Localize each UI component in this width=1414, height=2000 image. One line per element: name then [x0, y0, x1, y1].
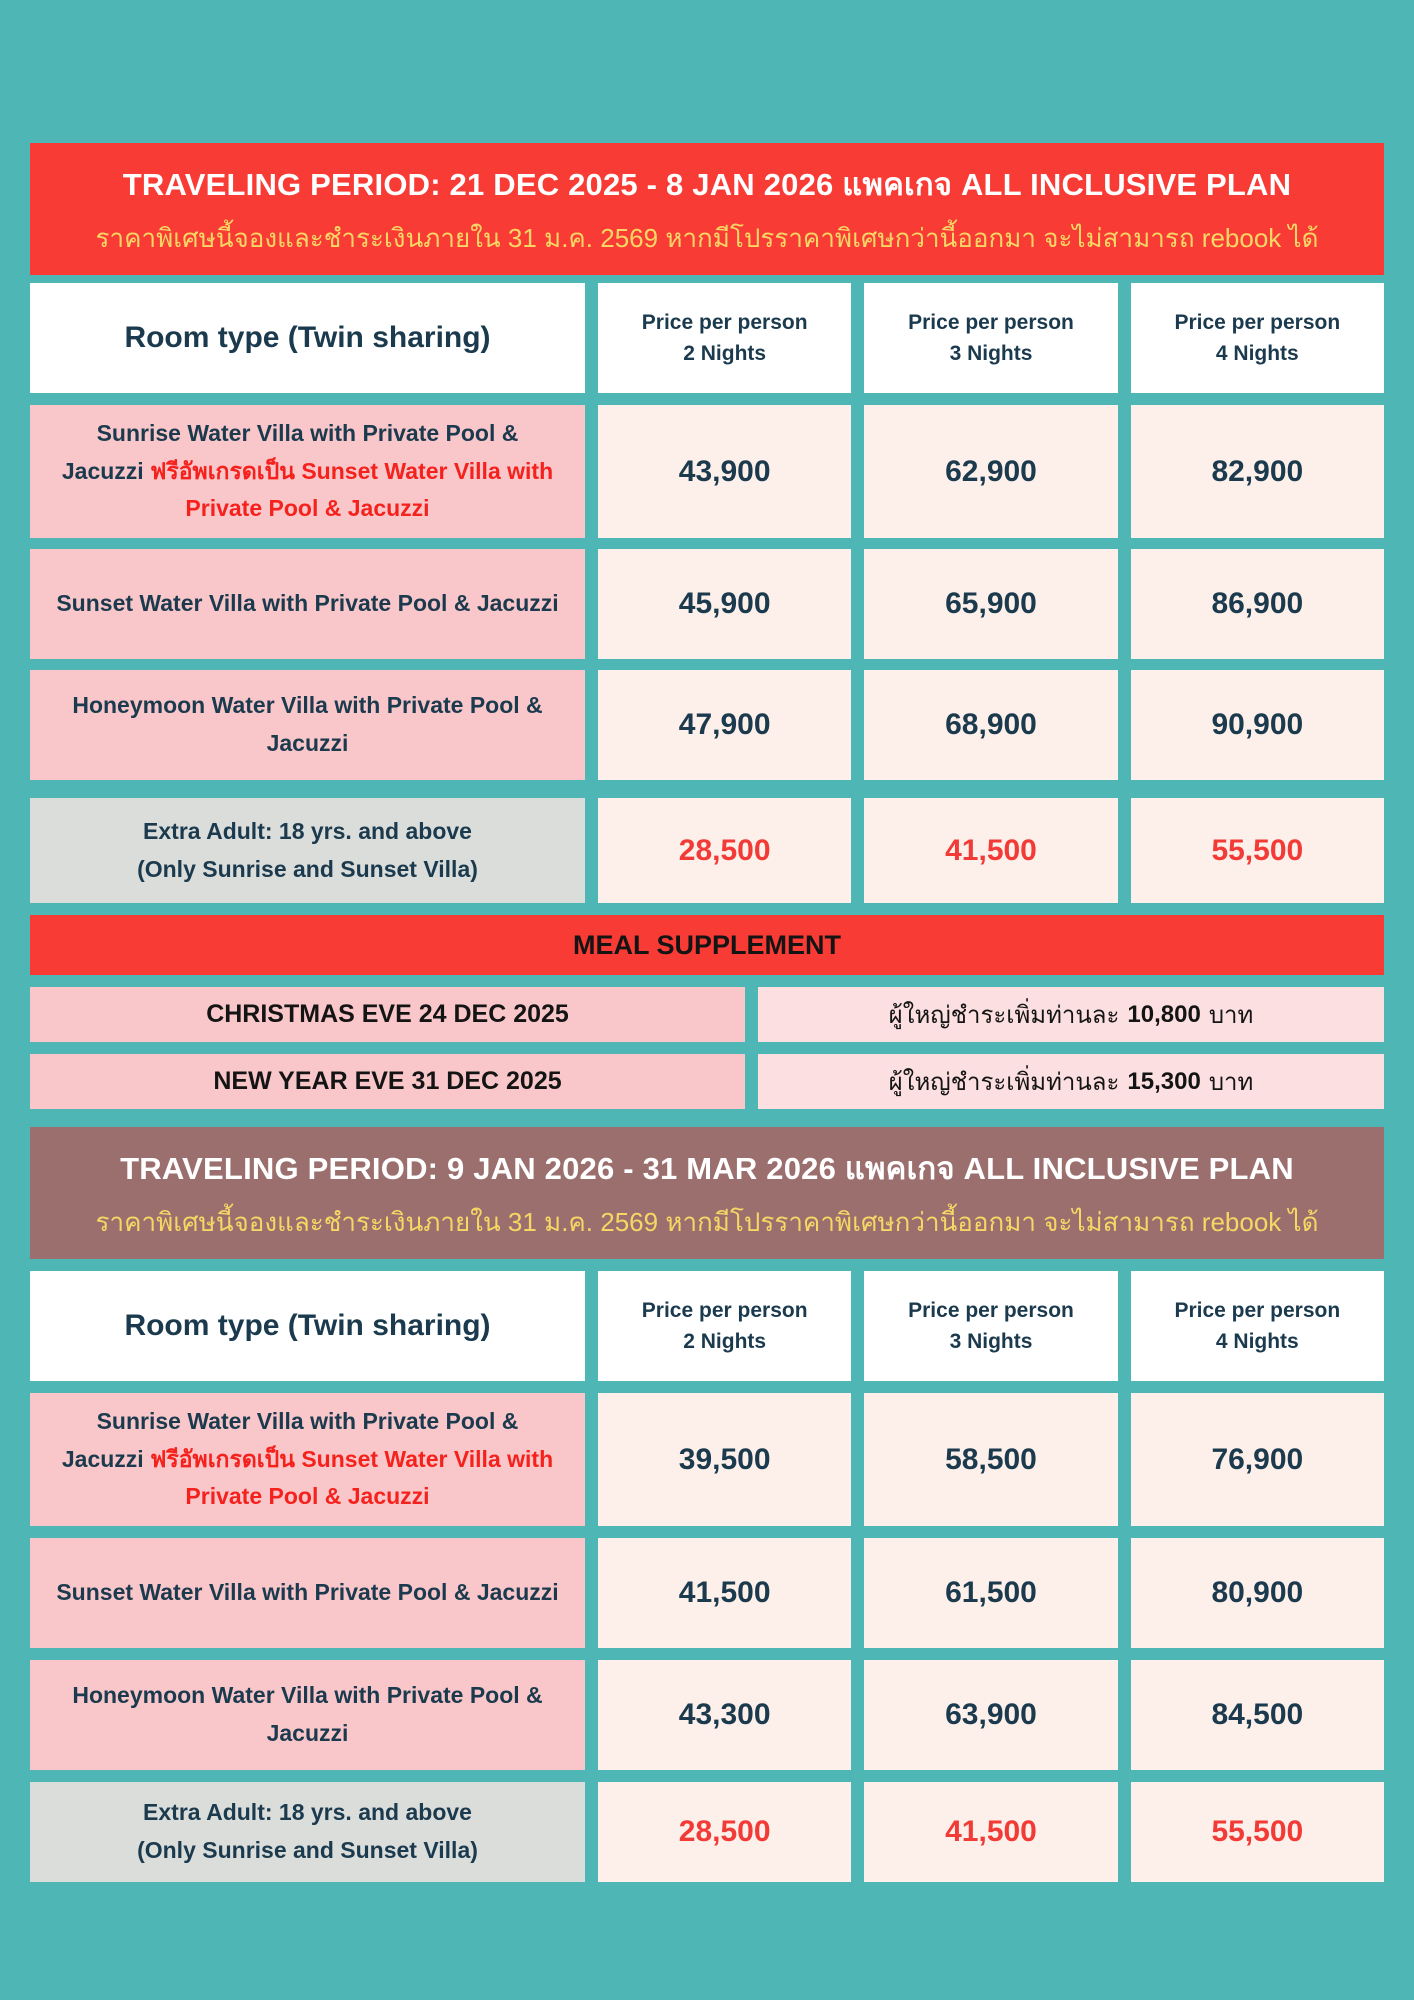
- price-cell: 55,500: [1131, 798, 1384, 903]
- price-cell: 41,500: [864, 1782, 1117, 1882]
- meal-price-suffix: บาท: [1208, 1002, 1254, 1029]
- period-1-title: TRAVELING PERIOD: 21 DEC 2025 - 8 JAN 2026 แพคเกจ ALL INCLUSIVE PLAN: [122, 167, 1292, 202]
- price-cell: 58,500: [864, 1393, 1117, 1526]
- price-per-person-label: Price per person: [908, 1298, 1074, 1322]
- price-cell: 28,500: [598, 798, 851, 903]
- price-table-period-2: [30, 1271, 1384, 1882]
- extra-adult-note: (Only Sunrise and Sunset Villa): [137, 855, 478, 882]
- price-cell: 61,500: [864, 1538, 1117, 1648]
- price-cell: 28,500: [598, 1782, 851, 1882]
- room-type-header: Room type (Twin sharing): [30, 283, 585, 393]
- price-cell: 41,500: [864, 798, 1117, 903]
- period-2-title: TRAVELING PERIOD: 9 JAN 2026 - 31 MAR 2026 แพคเกจ ALL INCLUSIVE PLAN: [120, 1151, 1294, 1186]
- nights-label: 2 Nights: [683, 1330, 767, 1353]
- price-cell: 80,900: [1131, 1538, 1384, 1648]
- nights-label: 3 Nights: [949, 342, 1033, 365]
- table-row-sunrise-villa: [30, 1393, 1384, 1526]
- nights-label: 4 Nights: [1215, 342, 1299, 365]
- price-cell: 43,900: [598, 405, 851, 538]
- room-label: Sunset Water Villa with Private Pool & Jacuzzi: [56, 590, 559, 617]
- table-row-sunrise-villa: [30, 405, 1384, 538]
- price-per-person-label: Price per person: [1174, 310, 1341, 334]
- period-2-banner: [30, 1127, 1384, 1259]
- table-row-sunset-villa: [30, 549, 1384, 659]
- price-cell: 45,900: [598, 549, 851, 659]
- meal-price-prefix: ผู้ใหญ่ชำระเพิ่มท่านละ: [888, 1069, 1120, 1096]
- price-table-period-1: [30, 283, 1384, 903]
- room-type-cell: [30, 549, 585, 659]
- price-cell: 82,900: [1131, 405, 1384, 538]
- price-cell: 84,500: [1131, 1660, 1384, 1770]
- meal-supplement-banner: MEAL SUPPLEMENT: [30, 915, 1384, 975]
- room-label: Sunrise Water Villa with Private Pool & Jacuzzi: [61, 419, 519, 484]
- price-cell: 41,500: [598, 1538, 851, 1648]
- price-header-4-nights: [1131, 1271, 1384, 1381]
- meal-price-suffix: บาท: [1208, 1069, 1254, 1096]
- meal-price-prefix: ผู้ใหญ่ชำระเพิ่มท่านละ: [888, 1002, 1120, 1029]
- period-2-subtitle: ราคาพิเศษนี้จองและชำระเงินภายใน 31 ม.ค. 2569 หากมีโปรราคาพิเศษกว่านี้ออกมา จะไม่สามารถ rebook ได้: [95, 1207, 1319, 1237]
- room-type-cell: [30, 405, 585, 538]
- room-type-cell: [30, 1538, 585, 1648]
- price-cell: 43,300: [598, 1660, 851, 1770]
- meal-row-new-year-eve: [30, 1054, 1384, 1109]
- price-header-3-nights: [864, 283, 1117, 393]
- room-type-cell: [30, 798, 585, 903]
- extra-adult-note: (Only Sunrise and Sunset Villa): [137, 1837, 478, 1863]
- price-header-4-nights: [1131, 283, 1384, 393]
- meal-price-amount: 10,800: [1127, 1000, 1201, 1028]
- meal-event-label: NEW YEAR EVE 31 DEC 2025: [30, 1054, 745, 1109]
- room-label: Honeymoon Water Villa with Private Pool & Jacuzzi: [72, 692, 543, 756]
- nights-label: 3 Nights: [949, 1330, 1033, 1353]
- price-cell: 62,900: [864, 405, 1117, 538]
- nights-label: 2 Nights: [683, 342, 767, 365]
- price-per-person-label: Price per person: [1174, 1298, 1341, 1322]
- room-type-cell: [30, 670, 585, 780]
- room-label: Sunrise Water Villa with Private Pool & Jacuzzi: [61, 1407, 519, 1472]
- meal-price-label: [758, 987, 1384, 1042]
- table-row-honeymoon-villa: [30, 1660, 1384, 1770]
- price-cell: 68,900: [864, 670, 1117, 780]
- table-row-sunset-villa: [30, 1538, 1384, 1648]
- price-cell: 63,900: [864, 1660, 1117, 1770]
- table-1-header-row: [30, 283, 1384, 393]
- extra-adult-label: Extra Adult: 18 yrs. and above: [143, 1799, 472, 1826]
- price-per-person-label: Price per person: [641, 310, 808, 334]
- meal-price-label: [758, 1054, 1384, 1109]
- room-label-upgrade: ฟรีอัพเกรดเป็น Sunset Water Villa with Private Pool & Jacuzzi: [150, 1445, 554, 1510]
- price-cell: 90,900: [1131, 670, 1384, 780]
- extra-adult-label: Extra Adult: 18 yrs. and above: [143, 817, 472, 844]
- room-label-upgrade: ฟรีอัพเกรดเป็น Sunset Water Villa with Private Pool & Jacuzzi: [150, 457, 554, 522]
- price-header-2-nights: [598, 283, 851, 393]
- flyer-content: [30, 0, 1384, 1882]
- room-label: Sunset Water Villa with Private Pool & Jacuzzi: [56, 1579, 559, 1606]
- price-header-3-nights: [864, 1271, 1117, 1381]
- price-cell: 39,500: [598, 1393, 851, 1526]
- price-per-person-label: Price per person: [641, 1298, 808, 1322]
- room-type-header: Room type (Twin sharing): [30, 1271, 585, 1381]
- room-label: Honeymoon Water Villa with Private Pool & Jacuzzi: [72, 1682, 543, 1746]
- table-2-header-row: [30, 1271, 1384, 1381]
- table-row-honeymoon-villa: [30, 670, 1384, 780]
- price-cell: 47,900: [598, 670, 851, 780]
- price-cell: 76,900: [1131, 1393, 1384, 1526]
- room-type-cell: [30, 1782, 585, 1882]
- price-cell: 55,500: [1131, 1782, 1384, 1882]
- meal-event-label: CHRISTMAS EVE 24 DEC 2025: [30, 987, 745, 1042]
- period-1-subtitle: ราคาพิเศษนี้จองและชำระเงินภายใน 31 ม.ค. 2569 หากมีโปรราคาพิเศษกว่านี้ออกมา จะไม่สามารถ rebook ได้: [95, 223, 1319, 253]
- table-row-extra-adult: [30, 798, 1384, 903]
- room-type-cell: [30, 1393, 585, 1526]
- price-cell: 86,900: [1131, 549, 1384, 659]
- price-header-2-nights: [598, 1271, 851, 1381]
- meal-price-amount: 15,300: [1127, 1067, 1201, 1095]
- period-1-banner: [30, 143, 1384, 275]
- price-cell: 65,900: [864, 549, 1117, 659]
- table-row-extra-adult: [30, 1782, 1384, 1882]
- nights-label: 4 Nights: [1215, 1330, 1299, 1353]
- price-per-person-label: Price per person: [908, 310, 1074, 334]
- meal-row-christmas-eve: [30, 987, 1384, 1042]
- room-type-cell: [30, 1660, 585, 1770]
